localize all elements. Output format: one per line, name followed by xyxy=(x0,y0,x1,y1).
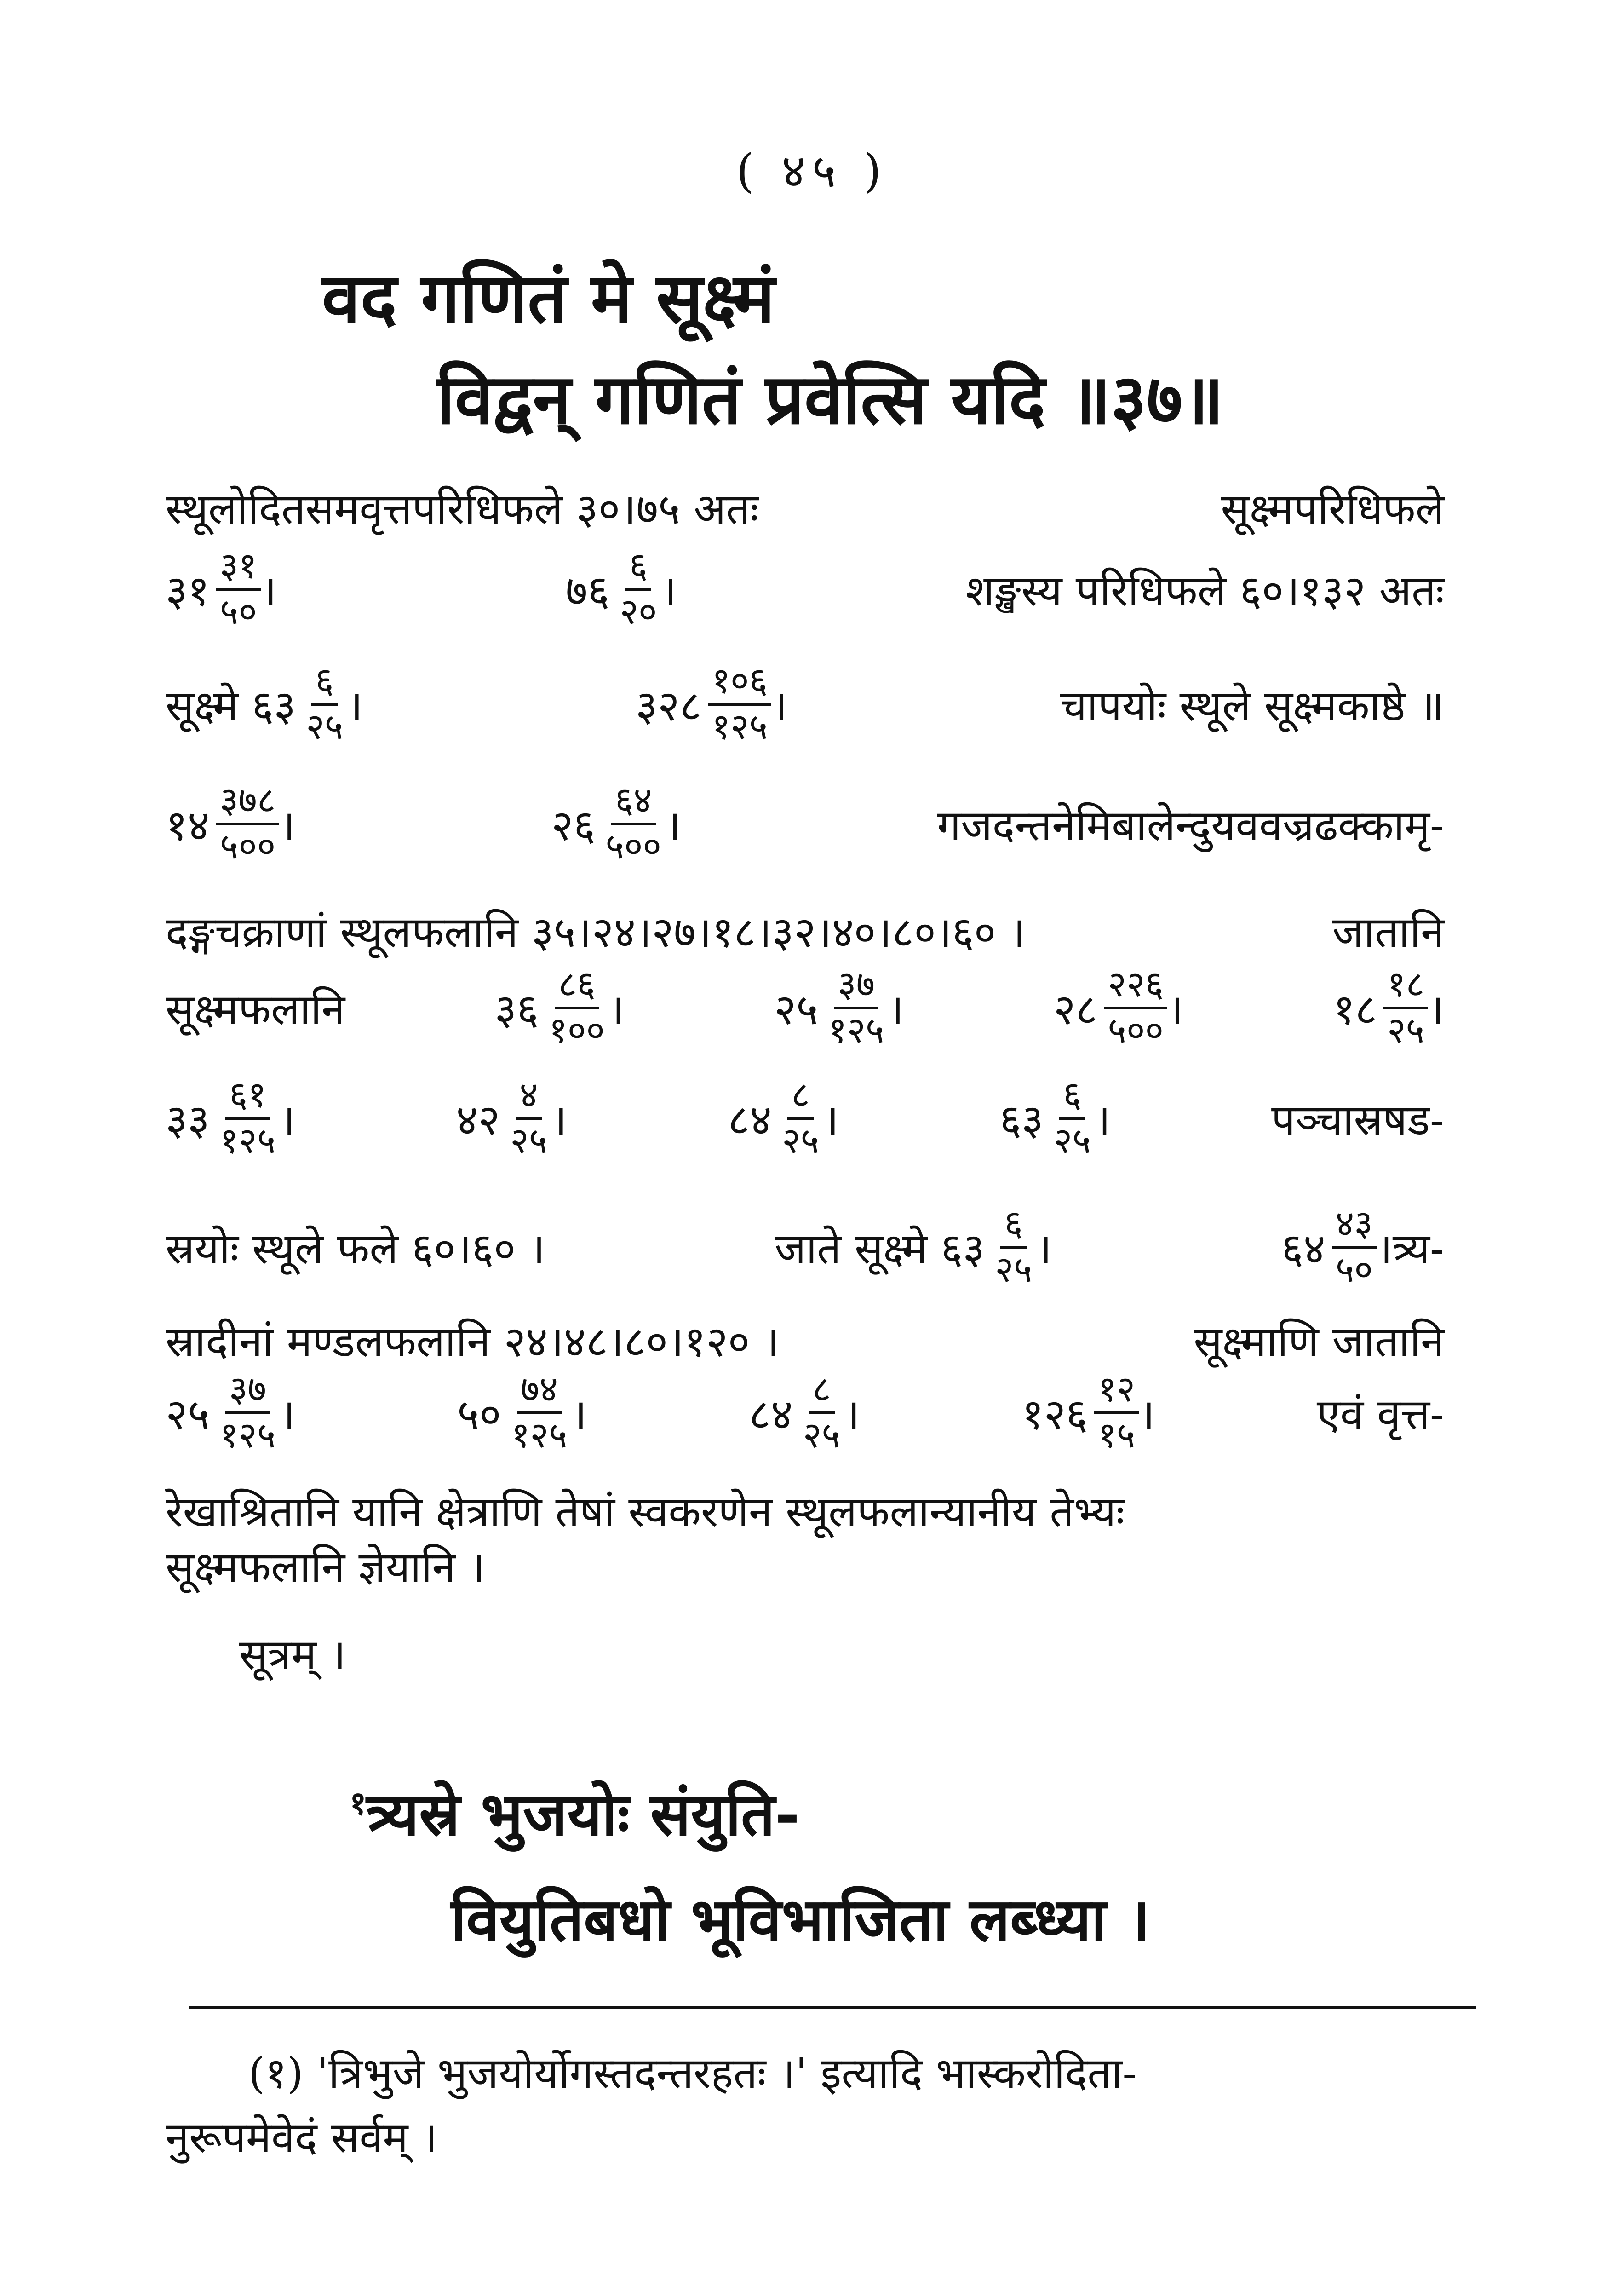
mixed-fraction xyxy=(456,1074,551,1162)
body-text: सूक्ष्मे xyxy=(166,681,239,731)
body-line-8 xyxy=(166,1205,1444,1289)
segment xyxy=(1022,1371,1155,1455)
whole-number: २६ xyxy=(551,801,596,851)
denominator: २५ xyxy=(995,1249,1033,1290)
mixed-fraction xyxy=(166,1074,279,1162)
danda: । xyxy=(1376,1224,1393,1274)
segment xyxy=(166,547,277,631)
danda: । xyxy=(660,566,677,616)
whole-number: १८ xyxy=(1333,985,1377,1035)
whole-number: ८४ xyxy=(749,1390,793,1440)
denominator: २५ xyxy=(306,706,344,748)
numerator: ३७८ xyxy=(216,782,280,825)
fraction xyxy=(602,782,665,866)
segment xyxy=(456,1074,568,1162)
numerator: ८ xyxy=(809,1371,835,1414)
denominator: ५०० xyxy=(1108,1009,1164,1051)
danda: । xyxy=(771,681,788,731)
mixed-fraction xyxy=(941,1205,1036,1289)
body-text: स्रयोः स्थूले फले ६०।६० xyxy=(166,1224,516,1274)
mixed-fraction xyxy=(457,1371,571,1455)
mixed-fraction xyxy=(252,662,347,746)
mixed-fraction xyxy=(749,1371,844,1455)
whole-number: ७६ xyxy=(565,566,610,616)
body-text: दङ्गचक्राणां स्थूलफलानि ३५।२४।२७।१८।३२।४०।८०।६० xyxy=(166,908,996,957)
numerator: १२ xyxy=(1094,1371,1139,1414)
numerator: ६ xyxy=(1000,1205,1027,1249)
body-line-9 xyxy=(166,1311,1444,1369)
fraction xyxy=(506,1074,551,1162)
mixed-fraction xyxy=(166,782,279,866)
numerator: १०६ xyxy=(708,662,772,706)
numerator: ३७ xyxy=(834,966,878,1009)
danda: । xyxy=(571,1390,587,1440)
numerator: ७४ xyxy=(517,1371,562,1414)
whole-number: ६३ xyxy=(999,1095,1044,1145)
segment xyxy=(566,547,677,631)
denominator: १२५ xyxy=(828,1009,884,1051)
fraction xyxy=(216,547,261,631)
numerator: ८६ xyxy=(555,966,599,1009)
mixed-fraction xyxy=(636,662,771,746)
danda: । xyxy=(665,801,681,851)
mixed-fraction xyxy=(999,1074,1095,1162)
mixed-fraction xyxy=(728,1074,823,1162)
denominator: २५ xyxy=(1387,1009,1425,1051)
fraction xyxy=(1383,966,1428,1050)
denominator: ५०० xyxy=(605,825,662,867)
danda: । xyxy=(1167,985,1183,1035)
mixed-fraction xyxy=(495,966,608,1050)
body-text: चापयोः स्थूले सूक्ष्मकाष्ठे ॥ xyxy=(1060,681,1444,731)
sutra-line-1 xyxy=(350,1771,800,1853)
footnote-divider xyxy=(189,2006,1476,2009)
danda: । xyxy=(347,681,363,731)
denominator: २० xyxy=(620,591,657,633)
denominator: २५ xyxy=(782,1120,820,1162)
footnote-marker: १ xyxy=(350,1784,367,1822)
fraction xyxy=(508,1371,571,1455)
denominator: ५० xyxy=(219,591,257,633)
numerator: ४ xyxy=(516,1077,542,1120)
segment xyxy=(774,966,904,1050)
fraction xyxy=(708,662,772,746)
segment xyxy=(636,662,787,746)
body-line-2 xyxy=(166,547,1444,631)
footnote-line-2: नुरूपमेवेदं सर्वम् । xyxy=(166,2113,438,2162)
fraction xyxy=(616,547,660,631)
body-text: गजदन्तनेमिबालेन्दुयववज्रढक्कामृ- xyxy=(937,801,1444,851)
whole-number: १४ xyxy=(166,801,210,851)
body-line-3 xyxy=(166,662,1444,746)
danda: । xyxy=(1139,1390,1155,1440)
mixed-fraction xyxy=(166,1371,279,1455)
danda: । xyxy=(1095,1095,1111,1145)
denominator: १५ xyxy=(1098,1414,1136,1456)
numerator: ६१ xyxy=(225,1077,270,1120)
sutra-text: त्र्यस्रे भुजयोः संयुति- xyxy=(366,1779,800,1849)
fraction xyxy=(825,966,888,1050)
danda: । xyxy=(608,985,625,1035)
denominator: १०० xyxy=(549,1009,605,1051)
segment xyxy=(728,1074,839,1162)
mixed-fraction xyxy=(1054,966,1167,1050)
whole-number: ६३ xyxy=(252,681,296,731)
danda: । xyxy=(844,1390,860,1440)
danda: । xyxy=(279,1390,296,1440)
mixed-fraction xyxy=(551,782,665,866)
segment xyxy=(166,662,363,746)
fraction xyxy=(991,1205,1036,1289)
whole-number: २५ xyxy=(774,985,818,1035)
segment xyxy=(495,966,625,1050)
danda: । xyxy=(823,1095,839,1145)
denominator: ५०० xyxy=(219,825,276,867)
body-line-6 xyxy=(166,966,1444,1050)
segment xyxy=(775,1205,1052,1289)
whole-number: ३१ xyxy=(166,566,210,616)
verse-line-2: विद्वन् गणितं प्रवेत्सि यदि ॥३७॥ xyxy=(437,359,1224,440)
sutra-line-2: वियुतिबधो भूविभाजिता लब्ध्या । xyxy=(451,1884,1150,1955)
denominator: २५ xyxy=(803,1414,840,1456)
fraction xyxy=(799,1371,844,1455)
mixed-fraction xyxy=(1281,1205,1377,1289)
numerator: १८ xyxy=(1383,966,1428,1009)
body-line-7 xyxy=(166,1074,1444,1162)
danda: । xyxy=(1036,1224,1052,1274)
fraction xyxy=(302,662,347,746)
whole-number: ६३ xyxy=(941,1224,985,1274)
segment xyxy=(1054,966,1183,1050)
numerator: ३७ xyxy=(225,1371,270,1414)
segment xyxy=(749,1371,860,1455)
danda: । xyxy=(279,1095,296,1145)
body-line-12 xyxy=(166,1537,1444,1594)
numerator: ३१ xyxy=(216,547,261,591)
whole-number: ३३ xyxy=(166,1095,210,1145)
body-line-1 xyxy=(166,478,1444,536)
segment xyxy=(999,1074,1111,1162)
numerator: २२६ xyxy=(1104,966,1167,1009)
whole-number: १२६ xyxy=(1021,1390,1088,1440)
segment xyxy=(166,782,295,866)
body-text: सूक्ष्माणि जातानि xyxy=(1194,1317,1444,1366)
body-text: त्र्य- xyxy=(1392,1224,1444,1274)
sutra-label: सूत्रम् । xyxy=(239,1630,346,1679)
numerator: ६ xyxy=(1059,1077,1085,1120)
mixed-fraction xyxy=(1333,966,1428,1050)
mixed-fraction xyxy=(166,547,261,631)
whole-number: ३६ xyxy=(494,985,539,1035)
whole-number: २८ xyxy=(1053,985,1098,1035)
body-text: स्रादीनां मण्डलफलानि २४।४८।८०।१२० xyxy=(166,1317,750,1366)
fraction xyxy=(1332,1205,1377,1289)
danda: । xyxy=(763,1317,780,1366)
numerator: ६४ xyxy=(611,782,656,825)
numerator: ४३ xyxy=(1332,1205,1377,1249)
whole-number: ८४ xyxy=(728,1095,772,1145)
numerator: ८ xyxy=(787,1077,814,1120)
segment xyxy=(166,1218,545,1276)
verse-line-1: वद गणितं मे सूक्ष्मं xyxy=(322,258,775,339)
danda: । xyxy=(279,801,296,851)
fraction xyxy=(1094,1371,1139,1455)
danda: । xyxy=(888,985,904,1035)
danda: । xyxy=(529,1224,545,1274)
fraction xyxy=(216,1074,280,1162)
fraction xyxy=(1050,1074,1095,1162)
body-line-11 xyxy=(166,1481,1444,1539)
mixed-fraction xyxy=(774,966,888,1050)
segment xyxy=(166,1311,780,1369)
danda: । xyxy=(551,1095,568,1145)
denominator: १२५ xyxy=(219,1120,276,1162)
segment xyxy=(166,1074,296,1162)
whole-number: २५ xyxy=(166,1390,210,1440)
denominator: २५ xyxy=(510,1120,548,1162)
body-text: जातानि xyxy=(1332,908,1444,957)
segment xyxy=(166,1371,295,1455)
danda: । xyxy=(1428,985,1444,1035)
denominator: १२५ xyxy=(511,1414,568,1456)
fraction xyxy=(545,966,608,1050)
fraction xyxy=(216,782,280,866)
segment xyxy=(1333,966,1444,1050)
danda: । xyxy=(260,566,277,616)
whole-number: ३२८ xyxy=(635,681,702,731)
body-text: एवं वृत्त- xyxy=(1316,1390,1444,1440)
body-text: स्थूलोदितसमवृत्तपरिधिफले ३०।७५ अतः xyxy=(166,484,759,534)
whole-number: ४२ xyxy=(456,1095,500,1145)
body-text: सूक्ष्मपरिधिफले xyxy=(1221,484,1444,534)
whole-number: ५० xyxy=(457,1390,501,1440)
segment xyxy=(166,902,1026,959)
mixed-fraction xyxy=(566,547,661,631)
body-text: सूक्ष्मफलानि xyxy=(166,985,345,1035)
numerator: ६ xyxy=(625,547,652,591)
body-text: जाते सूक्ष्मे xyxy=(775,1224,928,1274)
segment xyxy=(551,782,681,866)
body-line-5 xyxy=(166,902,1444,959)
whole-number: ६४ xyxy=(1281,1224,1326,1274)
numerator: ६ xyxy=(311,662,338,706)
denominator: १२५ xyxy=(219,1414,276,1456)
fraction xyxy=(1104,966,1167,1050)
body-text: शङ्खस्य परिधिफले ६०।१३२ अतः xyxy=(965,566,1444,616)
body-text: पञ्चास्रषड- xyxy=(1271,1095,1444,1145)
denominator: २५ xyxy=(1053,1120,1091,1162)
body-line-4 xyxy=(166,782,1444,866)
danda: । xyxy=(1009,908,1026,957)
body-text: सूक्ष्मफलानि ज्ञेयानि । xyxy=(166,1543,485,1592)
mixed-fraction xyxy=(1022,1371,1139,1455)
denominator: १२५ xyxy=(712,706,768,748)
denominator: ५० xyxy=(1335,1249,1373,1290)
footnote-line-1: (१) 'त्रिभुजे भुजयोर्योगस्तदन्तरहतः ।' इत्यादि भास्करोदिता- xyxy=(248,2049,1137,2098)
body-text: रेखाश्रितानि यानि क्षेत्राणि तेषां स्वकरणेन स्थूलफलान्यानीय तेभ्यः xyxy=(166,1487,1125,1537)
fraction xyxy=(216,1371,280,1455)
segment xyxy=(1281,1205,1444,1289)
segment xyxy=(457,1371,587,1455)
fraction xyxy=(778,1074,823,1162)
body-line-10 xyxy=(166,1371,1444,1455)
page-number: ( ४५ ) xyxy=(736,144,888,198)
